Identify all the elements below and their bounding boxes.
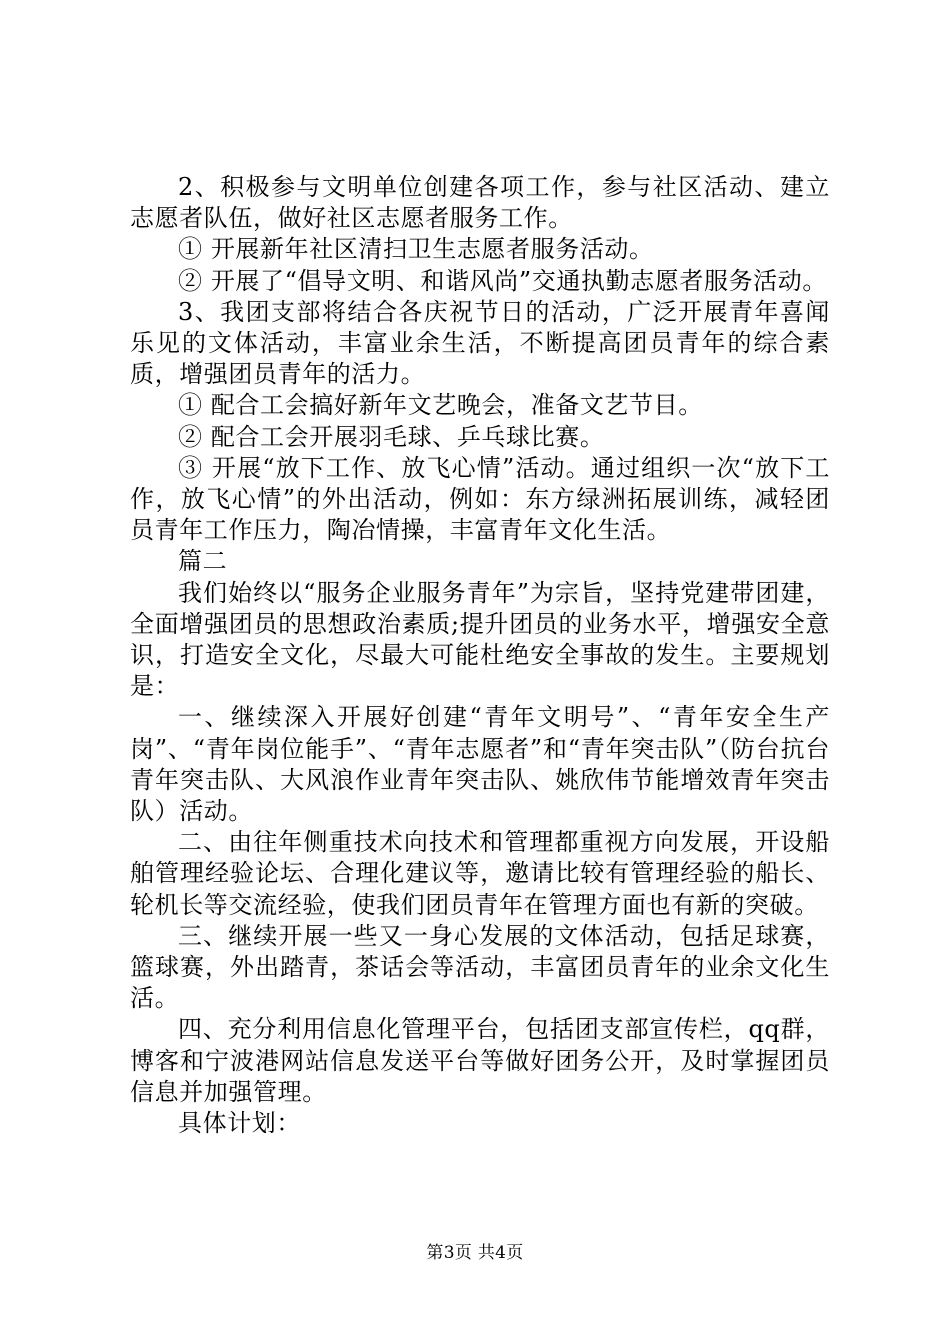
page-number-footer: 第3页 共4页: [426, 1243, 524, 1263]
paragraph: 四、充分利用信息化管理平台，包括团支部宣传栏，qq群，博客和宁波港网站信息发送平台等做好团务公开，及时掌握团员信息并加强管理。: [130, 1015, 830, 1106]
paragraph: 二、由往年侧重技术向技术和管理都重视方向发展，开设船舶管理经验论坛、合理化建议等，邀请比较有管理经验的船长、轮机长等交流经验，使我们团员青年在管理方面也有新的突破。: [130, 828, 830, 919]
paragraph: 一、继续深入开展好创建“青年文明号”、“青年安全生产岗”、“青年岗位能手”、“青年志愿者”和“青年突击队”（防台抗台青年突击队、大风浪作业青年突击队、姚欣伟节能增效青年突击队）活动。: [130, 703, 830, 826]
paragraph: 2、积极参与文明单位创建各项工作，参与社区活动、建立志愿者队伍，做好社区志愿者服务工作。: [130, 173, 830, 233]
paragraph: 我们始终以“服务企业服务青年”为宗旨，坚持党建带团建，全面增强团员的思想政治素质;提升团员的业务水平，增强安全意识，打造安全文化，尽最大可能杜绝安全事故的发生。主要规划是：: [130, 578, 830, 701]
paragraph: 三、继续开展一些又一身心发展的文体活动，包括足球赛，篮球赛，外出踏青，茶话会等活动，丰富团员青年的业余文化生活。: [130, 921, 830, 1013]
paragraph: ③ 开展“放下工作、放飞心情”活动。通过组织一次“放下工作，放飞心情”的外出活动，例如：东方绿洲拓展训练，减轻团员青年工作压力，陶冶情操，丰富青年文化生活。: [130, 453, 830, 545]
paragraph: 3、我团支部将结合各庆祝节日的活动，广泛开展青年喜闻乐见的文体活动，丰富业余生活，不断提高团员青年的综合素质，增强团员青年的活力。: [130, 297, 830, 389]
paragraph: ① 配合工会搞好新年文艺晚会，准备文艺节目。: [178, 391, 703, 420]
paragraph: ② 配合工会开展羽毛球、乒乓球比赛。: [178, 422, 605, 451]
document-body: [130, 172, 830, 1139]
paragraph: ① 开展新年社区清扫卫生志愿者服务活动。: [178, 235, 654, 264]
paragraph: ② 开展了“倡导文明、和谐风尚”交通执勤志愿者服务活动。: [178, 266, 827, 295]
paragraph: 具体计划：: [178, 1109, 301, 1138]
section-heading: 篇二: [178, 547, 228, 576]
